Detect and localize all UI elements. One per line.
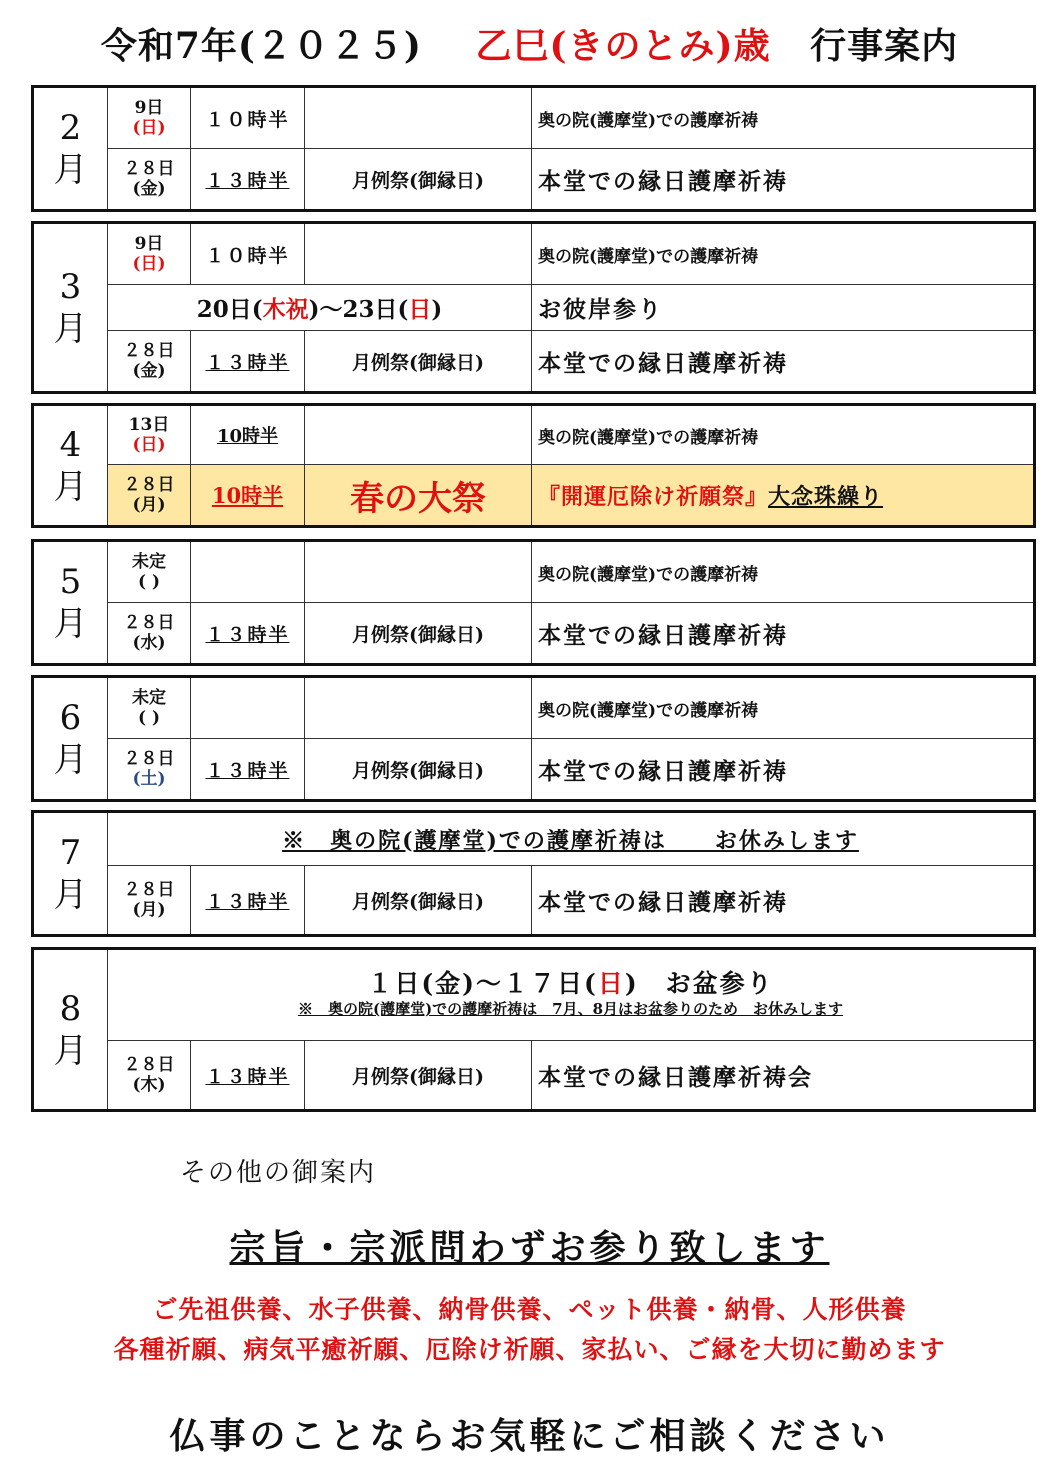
description-cell: 本堂での縁日護摩祈祷: [532, 149, 1035, 211]
date-cell: ２８日 (水): [108, 603, 191, 665]
festival-cell: 春の大祭: [305, 465, 532, 527]
festival-cell: [305, 677, 532, 739]
date-cell: ２８日 (金): [108, 331, 191, 393]
headline: 宗旨・宗派問わずお参り致します: [229, 1227, 830, 1269]
time-cell: １０時半: [191, 87, 305, 149]
time-cell: 10時半: [191, 465, 305, 527]
description-cell: 奥の院(護摩堂)での護摩祈祷: [532, 87, 1035, 149]
description-cell: 奥の院(護摩堂)での護摩祈祷: [532, 223, 1035, 285]
title-zodiac: 乙巳(きのとみ)歳: [475, 25, 771, 67]
festival-cell: [305, 405, 532, 465]
festival-cell: 月例祭(御縁日): [305, 739, 532, 801]
obon-cell: [108, 949, 1035, 1041]
month-block-may: [31, 539, 1036, 666]
time-cell: １３時半: [191, 331, 305, 393]
festival-cell: 月例祭(御縁日): [305, 331, 532, 393]
description-cell: 『開運厄除け祈願祭』大念珠繰り: [532, 465, 1035, 527]
date-cell: ２８日 (木): [108, 1041, 191, 1111]
month-block-jun: [31, 675, 1036, 802]
date-cell: ２８日 (月): [108, 866, 191, 936]
services-line-2: 各種祈願、病気平癒祈願、厄除け祈願、家払い、ご縁を大切に勤めます: [113, 1335, 946, 1364]
time-cell: [191, 541, 305, 603]
month-label: 8 月: [33, 949, 108, 1111]
festival-cell: 月例祭(御縁日): [305, 1041, 532, 1111]
date-cell: 9日 (日): [108, 87, 191, 149]
month-label: 5 月: [33, 541, 108, 665]
date-cell: ２８日 (土): [108, 739, 191, 801]
description-cell: お彼岸参り: [532, 285, 1035, 331]
month-block-mar: [31, 221, 1036, 394]
month-label: 3 月: [33, 223, 108, 393]
time-cell: １３時半: [191, 149, 305, 211]
obon-title: １日(金)～１７日(日) お盆参り: [367, 969, 774, 998]
festival-cell: [305, 541, 532, 603]
festival-cell: [305, 87, 532, 149]
time-cell: １３時半: [191, 866, 305, 936]
description-cell: 本堂での縁日護摩祈祷会: [532, 1041, 1035, 1111]
festival-cell: [305, 223, 532, 285]
date-cell: 未定 ( ): [108, 541, 191, 603]
date-cell: 9日 (日): [108, 223, 191, 285]
month-block-apr: [31, 403, 1036, 528]
page-title: [0, 18, 1059, 69]
description-cell: 本堂での縁日護摩祈祷: [532, 739, 1035, 801]
description-cell: 本堂での縁日護摩祈祷: [532, 603, 1035, 665]
month-block-feb: [31, 85, 1036, 212]
obon-note: ※ 奥の院(護摩堂)での護摩祈祷は 7月、8月はお盆参りのため お休みします: [297, 1000, 844, 1018]
time-cell: [191, 677, 305, 739]
time-cell: １３時半: [191, 603, 305, 665]
month-block-aug: [31, 947, 1036, 1112]
festival-cell: 月例祭(御縁日): [305, 149, 532, 211]
date-range: 20日(木祝)～23日(日): [108, 285, 532, 331]
description-cell: 本堂での縁日護摩祈祷: [532, 331, 1035, 393]
date-cell: 13日 (日): [108, 405, 191, 465]
notice: ※ 奥の院(護摩堂)での護摩祈祷は お休みします: [108, 812, 1035, 866]
date-cell: ２８日 (金): [108, 149, 191, 211]
title-year: 令和7年(２０２５): [100, 25, 422, 67]
time-cell: １３時半: [191, 1041, 305, 1111]
month-label: 7 月: [33, 812, 108, 936]
closing-message: 仏事のことならお気軽にご相談ください: [169, 1415, 890, 1457]
month-block-jul: [31, 810, 1036, 937]
title-events: 行事案内: [810, 25, 959, 67]
date-cell: 未定 ( ): [108, 677, 191, 739]
description-cell: 奥の院(護摩堂)での護摩祈祷: [532, 541, 1035, 603]
description-cell: 奥の院(護摩堂)での護摩祈祷: [532, 677, 1035, 739]
festival-cell: 月例祭(御縁日): [305, 603, 532, 665]
month-label: 4 月: [33, 405, 108, 527]
month-label: 2 月: [33, 87, 108, 211]
description-cell: 本堂での縁日護摩祈祷: [532, 866, 1035, 936]
festival-cell: 月例祭(御縁日): [305, 866, 532, 936]
other-info-label: その他の御案内: [180, 1158, 377, 1188]
services-line-1: ご先祖供養、水子供養、納骨供養、ペット供養・納骨、人形供養: [152, 1295, 907, 1324]
time-cell: １３時半: [191, 739, 305, 801]
time-cell: １０時半: [191, 223, 305, 285]
month-label: 6 月: [33, 677, 108, 801]
description-cell: 奥の院(護摩堂)での護摩祈祷: [532, 405, 1035, 465]
date-cell: ２８日 (月): [108, 465, 191, 527]
time-cell: 10時半: [191, 405, 305, 465]
